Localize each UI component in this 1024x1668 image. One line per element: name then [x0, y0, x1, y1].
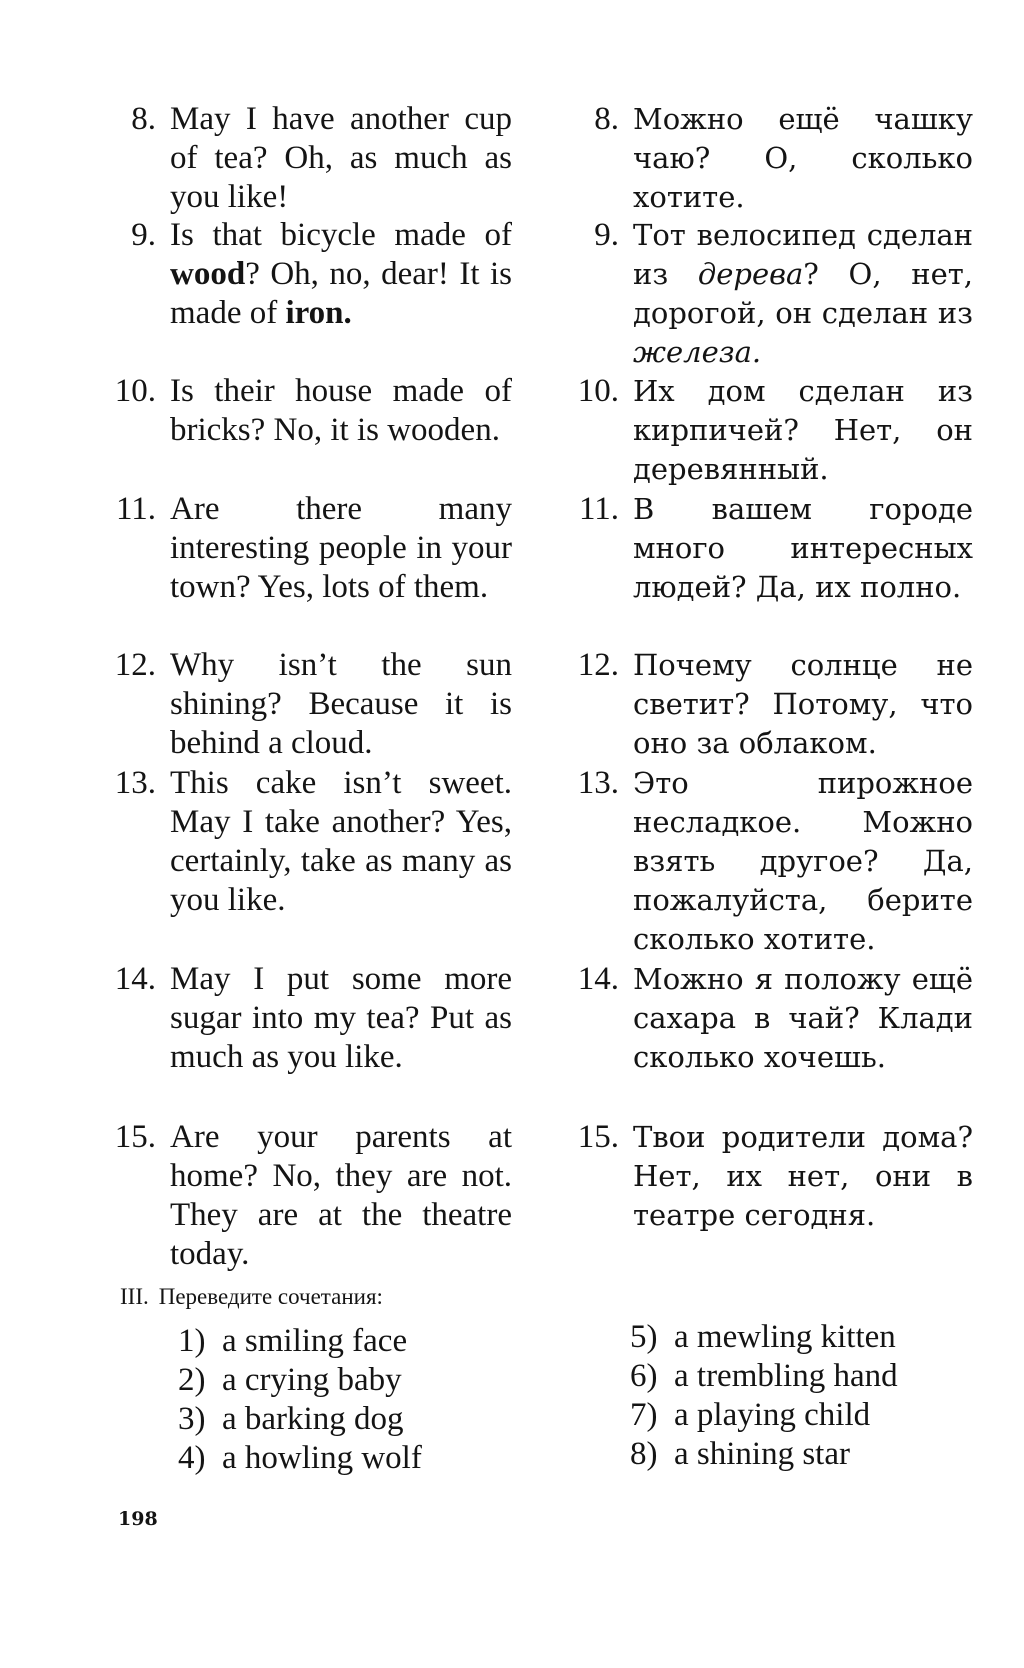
sentence-text: May I have another cup of tea? Oh, as much as you like!: [170, 101, 512, 215]
sentence-text: В вашем городе много интересных людей? Да, их полно.: [633, 492, 973, 604]
exercise-instruction: Переведите сочетания:: [158, 1284, 383, 1309]
sentence-text: Are there many interesting people in your town? Yes, lots of them.: [170, 491, 512, 605]
sentence-number: 12.: [114, 647, 156, 683]
sentence-text: Why isn’t the sun shining? Because it is behind a cloud.: [170, 647, 512, 761]
sentence-number: 11.: [115, 491, 156, 527]
sentence-number: 10.: [577, 373, 619, 409]
sentence-text: Их дом сделан из кирпичей? Нет, он деревянный.: [633, 374, 973, 486]
exercise-3-heading: [120, 1282, 383, 1312]
phrase-item: 5) a mewling kitten: [630, 1319, 896, 1355]
sentence-number: 15.: [577, 1119, 619, 1155]
phrase-item: 2) a crying baby: [178, 1362, 402, 1398]
sentence-text: Is their house made of bricks? No, it is wooden.: [170, 373, 512, 448]
phrase-item: 8) a shining star: [630, 1436, 850, 1472]
sentence-number: 15.: [114, 1119, 156, 1155]
sentence-number: 14.: [577, 961, 619, 997]
sentence-number: 13.: [114, 765, 156, 801]
phrase-item: 7) a playing child: [630, 1397, 871, 1433]
sentence-text: Тот велосипед сделан из дерева? О, нет, дорогой, он сделан из железа.: [633, 218, 973, 369]
sentence-text: Is that bicycle made of wood? Oh, no, dear! It is made of iron.: [170, 217, 512, 331]
sentence-text: Твои родители дома? Нет, их нет, они в театре сегодня.: [633, 1120, 973, 1232]
sentence-text: Можно я положу ещё сахара в чай? Клади сколько хочешь.: [633, 962, 973, 1074]
sentence-text: This cake isn’t sweet. May I take another? Yes, certainly, take as many as you like.: [170, 765, 512, 918]
exercise-roman-number: III.: [120, 1284, 149, 1309]
sentence-number: 8.: [131, 101, 156, 137]
sentence-text: Почему солнце не светит? Потому, что оно за облаком.: [633, 648, 973, 760]
sentence-number: 10.: [114, 373, 156, 409]
sentence-number: 9.: [594, 217, 619, 253]
phrase-item: 1) a smiling face: [178, 1323, 408, 1359]
phrase-list-left: [178, 1322, 422, 1478]
sentence-number: 12.: [577, 647, 619, 683]
phrase-list-right: [630, 1318, 898, 1474]
sentence-text: May I put some more sugar into my tea? Put as much as you like.: [170, 961, 512, 1075]
sentence-number: 14.: [114, 961, 156, 997]
phrase-item: 4) a howling wolf: [178, 1440, 422, 1476]
sentence-number: 8.: [594, 101, 619, 137]
sentence-text: Are your parents at home? No, they are not. They are at the theatre today.: [170, 1119, 512, 1272]
sentence-number: 13.: [577, 765, 619, 801]
sentence-number: 9.: [131, 217, 156, 253]
phrase-item: 3) a barking dog: [178, 1401, 404, 1437]
sentence-text: Это пирожное несладкое. Можно взять другое? Да, пожалуйста, берите сколько хотите.: [633, 766, 973, 956]
sentence-number: 11.: [578, 491, 619, 527]
phrase-item: 6) a trembling hand: [630, 1358, 898, 1394]
page-number: 198: [118, 1508, 158, 1530]
sentence-text: Можно ещё чашку чаю? О, сколько хотите.: [633, 102, 973, 214]
